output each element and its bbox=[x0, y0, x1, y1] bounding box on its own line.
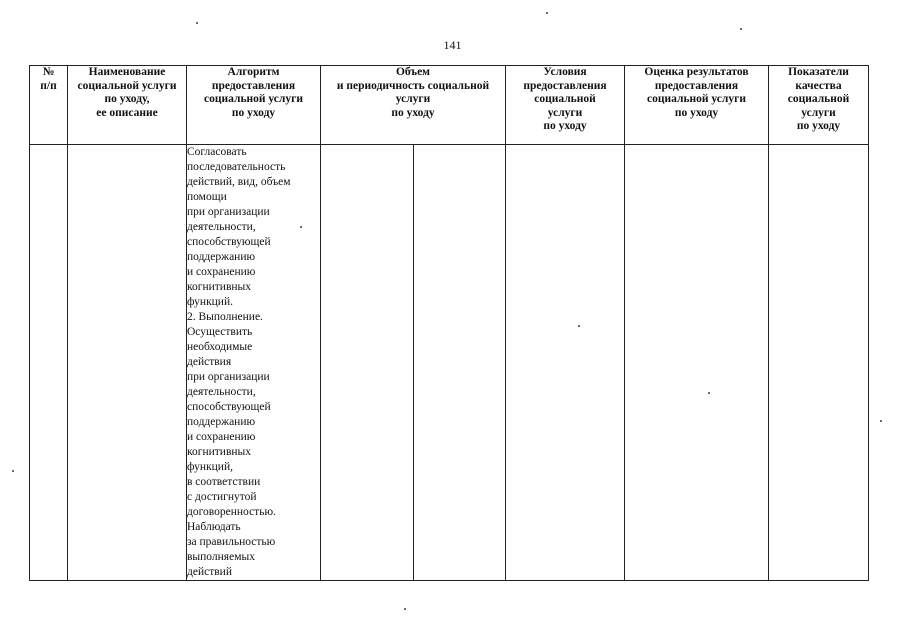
cell-evaluation bbox=[625, 145, 769, 581]
scan-speck bbox=[404, 608, 406, 610]
services-table bbox=[29, 65, 869, 581]
scan-speck bbox=[740, 28, 742, 30]
header-evaluation: Оценка результатов предоставления социальной услуги по уходу bbox=[625, 66, 769, 145]
cell-conditions bbox=[506, 145, 625, 581]
header-quality: Показатели качества социальной услуги по уходу bbox=[769, 66, 869, 145]
scan-speck bbox=[880, 420, 882, 422]
scan-speck bbox=[196, 22, 198, 24]
cell-volume-a bbox=[321, 145, 414, 581]
scan-speck bbox=[708, 392, 710, 394]
header-service-name: Наименование социальной услуги по уходу, ее описание bbox=[68, 66, 187, 145]
cell-service-name bbox=[68, 145, 187, 581]
table-row bbox=[30, 145, 869, 581]
cell-quality bbox=[769, 145, 869, 581]
cell-num bbox=[30, 145, 68, 581]
scan-speck bbox=[578, 325, 580, 327]
cell-algorithm: Согласовать последовательность действий, вид, объем помощи при организации деятельности, способствующей поддержанию и сохранению когнитивных функций. 2. Выполнение. Осуществить необходимые действия при организации деятельности, способствующей поддержанию и сохранению когнитивных функций, в соответствии с достигнутой договоренностью. Наблюдать за правильностью выполняемых действий bbox=[187, 145, 321, 581]
cell-volume-b bbox=[414, 145, 506, 581]
scan-speck bbox=[300, 226, 302, 228]
header-algorithm: Алгоритм предоставления социальной услуги по уходу bbox=[187, 66, 321, 145]
table-header-row bbox=[30, 66, 869, 145]
scan-speck bbox=[546, 12, 548, 14]
header-volume: Объем и периодичность социальной услуги по уходу bbox=[321, 66, 506, 145]
page-number: 141 bbox=[443, 38, 462, 52]
header-conditions: Условия предоставления социальной услуги по уходу bbox=[506, 66, 625, 145]
header-num: № п/п bbox=[30, 66, 68, 145]
scan-speck bbox=[12, 470, 14, 472]
